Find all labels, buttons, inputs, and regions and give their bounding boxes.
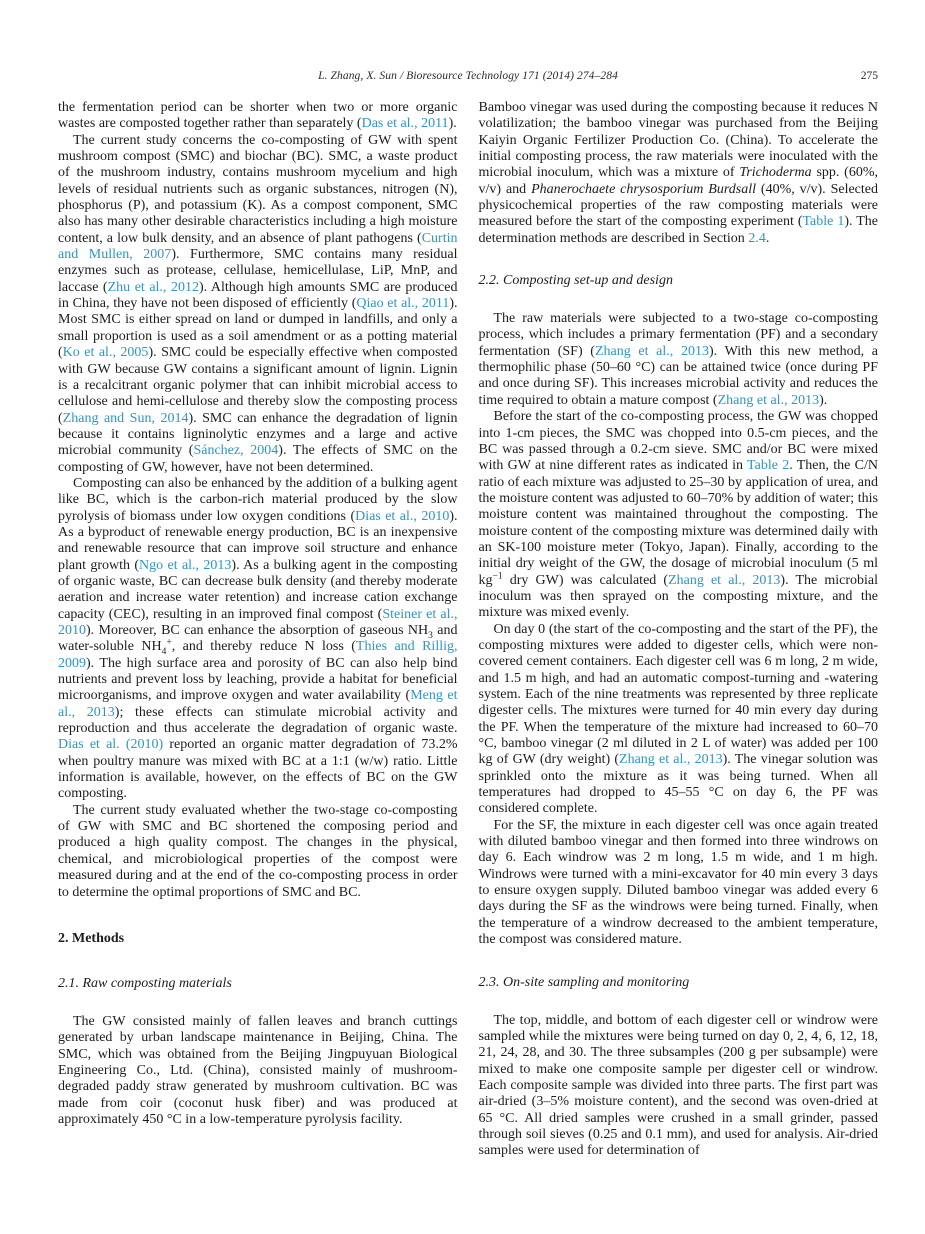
citation-link[interactable]: Zhang et al., 2013 bbox=[668, 572, 781, 588]
citation-link[interactable]: Zhang and Sun, 2014 bbox=[62, 410, 189, 426]
citation-link[interactable]: Table 2 bbox=[747, 458, 790, 474]
citation-link[interactable]: Zhu et al., 2012 bbox=[107, 279, 199, 295]
page-header bbox=[58, 70, 878, 90]
italic-term: Phanerochaete chrysosporium Burdsall bbox=[531, 181, 757, 197]
body-paragraph: For the SF, the mixture in each digester cell was once again treated with diluted bamboo vinegar and then formed into three windrows on day 6. Each windrow was 2 m long, 1.5 m wide, and 1 m high. Windrows were turned with a mini-excavator for 40 min every 3 days to ensure oxygen supply. Diluted bamboo vinegar was added every 6 days during the SF as the windrows were being turned. Finally, when the temperature of a windrow decreased to the ambient temperature, the compost was considered mature. bbox=[478, 817, 878, 948]
body-paragraph: Before the start of the co-composting process, the GW was chopped into 1-cm pieces, the SMC was chopped into 0.5-cm pieces, and the BC was passed through a 0.2-cm sieve. SMC and/or BC were mixed with GW at nine different rates as indicated in Table 2. Then, the C/N ratio of each mixture was adjusted to 25–30 by application of urea, and the moisture content was adjusted to 60–70% by addition of water; this moisture content was maintained throughout the composting. The moisture content of the composting mixture was determined daily with an SK-100 moisture meter (Tokyo, Japan). Finally, according to the initial dry weight of the GW, the dosage of microbial inoculum (5 ml $kg^{-1}$ dry GW) was calculated (Zhang et al., 2013). The microbial inoculum was then sprayed on the composting mixture, and the mixture was mixed evenly. bbox=[478, 409, 878, 621]
citation-link[interactable]: Meng et al., 2013 bbox=[58, 688, 458, 720]
citation-link[interactable]: Das et al., 2011 bbox=[361, 116, 449, 132]
subsection-heading: 2.2. Composting set-up and design bbox=[478, 273, 673, 289]
citation-link[interactable]: Table 1 bbox=[802, 214, 845, 230]
body-paragraph: The GW consisted mainly of fallen leaves and branch cuttings generated by urban landscape maintenance in Beijing, China. The SMC, which was obtained from the Beijing Jingpuyuan Biological Engineering Co., Ltd. (China), consisted mainly of mushroom-degraded paddy straw generated by mushroom cultivation. BC was made from coir (coconut husk fiber) and was produced at approximately 450 °C in a low-temperature pyrolysis facility. bbox=[58, 1013, 458, 1127]
citation-link[interactable]: Sánchez, 2004 bbox=[193, 443, 279, 459]
superscript: −1 bbox=[492, 570, 503, 581]
subsection-heading: 2.3. On-site sampling and monitoring bbox=[478, 974, 690, 990]
subsection-heading: 2.1. Raw composting materials bbox=[58, 975, 232, 991]
left-column bbox=[58, 100, 458, 1160]
section-heading: 2. Methods bbox=[58, 930, 125, 946]
body-paragraph: Bamboo vinegar was used during the composting because it reduces N volatilization; the bamboo vinegar was purchased from the Beijing Kaiyin Organic Fertilizer Production Co. (China). To accelerate the initial composting process, the raw materials were inoculated with the microbial inoculum, which was a mixture of Trichoderma spp. (60%, v/v) and Phanerochaete chrysosporium Burdsall (40%, v/v). Selected physicochemical properties of the raw composting materials were measured before the start of the composting experiment (Table 1). The determination methods are described in Section 2.4. bbox=[478, 100, 879, 246]
subscript: 4 bbox=[161, 647, 167, 658]
article-body bbox=[58, 100, 878, 1160]
page-number: 275 bbox=[860, 70, 878, 82]
running-title: L. Zhang, X. Sun / Bioresource Technology 171 (2014) 274–284 bbox=[318, 70, 618, 82]
citation-link[interactable]: Zhang et al., 2013 bbox=[717, 392, 820, 408]
citation-link[interactable]: Thies and Rillig, 2009 bbox=[58, 639, 458, 671]
body-paragraph: The raw materials were subjected to a two-stage co-composting process, which includes a primary fermentation (PF) and a secondary fermentation (SF) (Zhang et al., 2013). With this new method, a thermophilic phase (50–60 °C) can be attained twice (once during PF and once during SF). This increases microbial activity and reduces the time required to obtain a mature compost (Zhang et al., 2013). bbox=[478, 311, 878, 408]
citation-link[interactable]: Dias et al., 2010 bbox=[355, 508, 450, 524]
citation-link[interactable]: Zhang et al., 2013 bbox=[594, 343, 709, 359]
citation-link[interactable]: Ngo et al., 2013 bbox=[139, 557, 232, 573]
body-paragraph: The current study evaluated whether the two-stage co-composting of GW with SMC and BC shortened the composing period and produced a high quality compost. The changes in the physical, chemical, and microbiological properties of the compost were measured during and at the end of the co-composting process in order to determine the optimal proportions of SMC and BC. bbox=[58, 802, 458, 900]
citation-link[interactable]: 2.4 bbox=[748, 230, 766, 246]
body-paragraph: the fermentation period can be shorter when two or more organic wastes are composted together rather than separately (Das et al., 2011). bbox=[58, 100, 458, 132]
body-paragraph: The top, middle, and bottom of each digester cell or windrow were sampled while the mixtures were being turned on day 0, 2, 4, 6, 12, 18, 21, 24, 28, and 30. The three subsamples (200 g per subsample) were mixed to make one composite sample per digester cell or windrow. Each composite sample was divided into three parts. The first part was air-dried (3–5% moisture content), and the second was oven-dried at 65 °C. All dried samples were crushed in a small grinder, passed through soil sieves (0.25 and 0.1 mm), and used for analysis. Air-dried samples were used for determination of bbox=[478, 1012, 878, 1159]
citation-link[interactable]: Dias et al. (2010) bbox=[58, 737, 164, 753]
italic-term: Trichoderma bbox=[739, 165, 812, 181]
body-paragraph: Composting can also be enhanced by the addition of a bulking agent like BC, which is the carbon-rich material produced by the slow pyrolysis of biomass under low oxygen conditions (Dias et al., 2010). As a byproduct of renewable energy production, BC is an inexpensive and renewable resource that can improve soil structure and enhance plant growth (Ngo et al., 2013). As a bulking agent in the composting of organic waste, BC can decrease bulk density (and thereby moderate aeration and increase water retention) and increase cation exchange capacity (CEC), resulting in an improved final compost (Steiner et al., 2010). Moreover, BC can enhance the absorption of gaseous $NH_3$ and water-soluble $NH_4^+$, and thereby reduce N loss (Thies and Rillig, 2009). The high surface area and porosity of BC can also help bind nutrients and prevent loss by leaching, provide a habitat for beneficial microorganisms, and improve oxygen and water availability (Meng et al., 2013); these effects can stimulate microbial activity and reproduction and thus accelerate the degradation of organic waste. Dias et al. (2010) reported an organic matter degradation of 73.2% when poultry manure was mixed with BC at a 1:1 (w/w) ratio. Little information is available, however, on the effects of BC on the GW composting. bbox=[58, 475, 458, 802]
body-paragraph: The current study concerns the co-composting of GW with spent mushroom compost (SMC) and biochar (BC). SMC, a waste product of the mushroom industry, contains mushroom mycelium and high levels of residual nutrients such as organic substances, nitrogen (N), phosphorus (P), and potassium (K). As a compost component, SMC also has many other desirable characteristics including a high moisture content, a low bulk density, and an absence of plant pathogens (Curtin and Mullen, 2007). Furthermore, SMC contains many residual enzymes such as protease, cellulase, hemicellulase, LiP, MnP, and laccase (Zhu et al., 2012). Although high amounts SMC are produced in China, they have not been disposed of efficiently (Qiao et al., 2011). Most SMC is either spread on land or dumped in landfills, and only a small proportion is used as a soil amendment or as a potting material (Ko et al., 2005). SMC could be especially effective when composted with GW because GW contains a significant amount of lignin. Lignin is a recalcitrant organic polymer that can inhibit microbial access to cellulose and hemi-cellulose and thereby slow the composting process (Zhang and Sun, 2014). SMC can enhance the degradation of lignin because it contains ligninolytic enzymes and a large and active microbial community (Sánchez, 2004). The effects of SMC on the composting of GW, however, have not been determined. bbox=[58, 132, 458, 475]
citation-link[interactable]: Curtin and Mullen, 2007 bbox=[58, 230, 458, 263]
superscript: + bbox=[166, 637, 172, 648]
citation-link[interactable]: Ko et al., 2005 bbox=[62, 345, 149, 361]
right-column bbox=[479, 100, 879, 1160]
body-paragraph: On day 0 (the start of the co-composting and the start of the PF), the composting mixtures were added to digester cells, which were non-covered cement containers. Each digester cell was 6 m long, 2 m wide, and 1.5 m high, and had an automatic compost-turning and -watering system. Each of the nine treatments was represented by three replicate digester cells. The mixtures were turned for 40 min every day during the PF. When the temperature of the mixture had increased to 60–70 °C, bamboo vinegar (2 ml diluted in 2 L of water) was added per 100 kg of GW (dry weight) (Zhang et al., 2013). The vinegar solution was sprinkled onto the mixture as it was being turned. When all temperatures had dropped to 45–55 °C on day 6, the PF was considered complete. bbox=[478, 621, 878, 817]
citation-link[interactable]: Steiner et al., 2010 bbox=[58, 606, 458, 638]
citation-link[interactable]: Qiao et al., 2011 bbox=[356, 296, 450, 312]
citation-link[interactable]: Zhang et al., 2013 bbox=[619, 752, 723, 768]
subscript: 3 bbox=[428, 630, 433, 641]
